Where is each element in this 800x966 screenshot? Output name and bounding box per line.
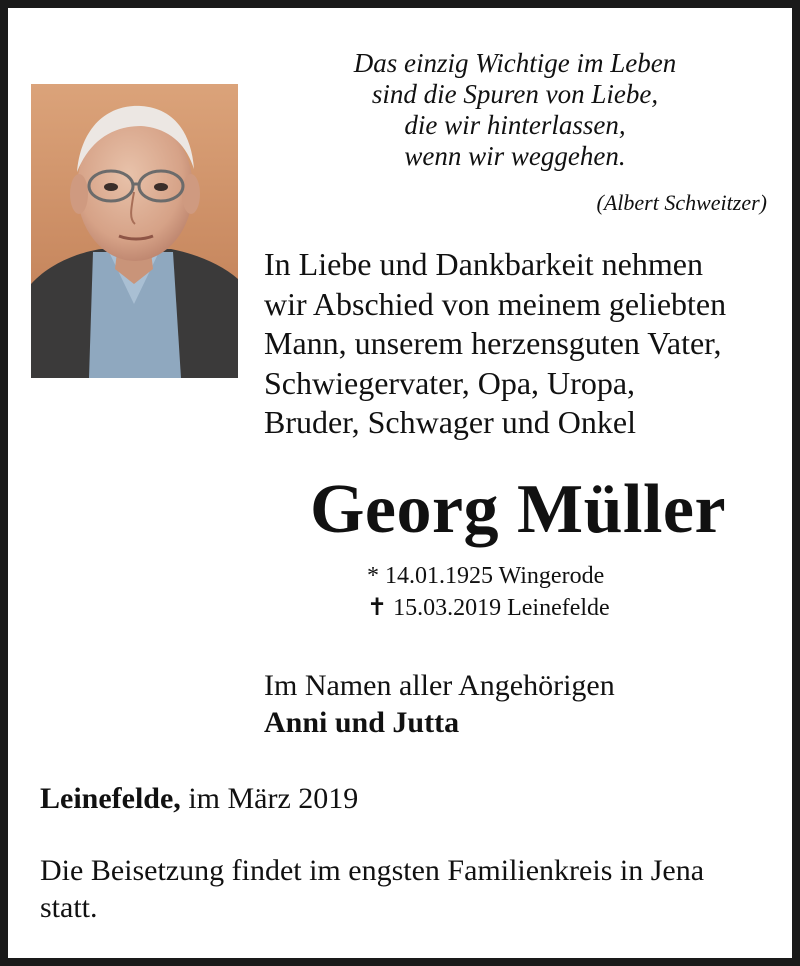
death-date: ✝ 15.03.2019 Leinefelde: [367, 595, 610, 621]
intro-line: Schwiegervater, Opa, Uropa,: [264, 364, 636, 401]
intro-line: Bruder, Schwager und Onkel: [264, 404, 636, 440]
intro-line: Mann, unserem herzensguten Vater,: [264, 325, 722, 361]
quote: [300, 48, 730, 172]
intro-line: In Liebe und Dankbarkeit nehmen: [264, 246, 703, 282]
quote-line: wenn wir weggehen.: [404, 141, 626, 171]
place: Leinefelde,: [40, 782, 181, 815]
family-intro: Im Namen aller Angehörigen: [264, 669, 615, 702]
quote-line: die wir hinterlassen,: [404, 110, 626, 140]
life-dates: [367, 560, 610, 624]
quote-line: Das einzig Wichtige im Leben: [353, 48, 677, 78]
birth-date: * 14.01.1925 Wingerode: [367, 563, 605, 589]
place-date: [40, 780, 358, 817]
intro-line: wir Abschied von meinem geliebten: [264, 285, 727, 322]
intro-text: [264, 245, 726, 443]
quote-author: (Albert Schweitzer): [596, 190, 767, 215]
funeral-note: Die Beisetzung findet im engsten Familienkreis in Jena statt.: [40, 854, 705, 924]
date: im März 2019: [188, 782, 359, 815]
portrait-photo: [31, 84, 238, 378]
quote-line: sind die Spuren von Liebe,: [371, 79, 659, 109]
deceased-name: Georg Müller: [309, 471, 727, 548]
family-names: Anni und Jutta: [264, 706, 460, 739]
